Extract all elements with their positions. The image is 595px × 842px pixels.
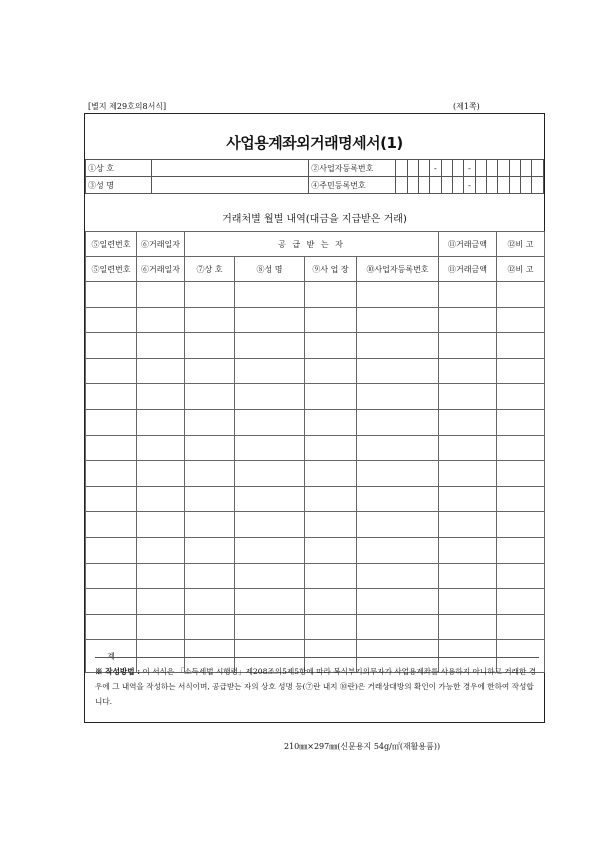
header-date: ⑥거래일자: [137, 232, 185, 257]
paper-spec: 210㎜×297㎜(신문용지 54g/㎡(재활용품)): [284, 742, 441, 751]
table-cell[interactable]: [137, 614, 185, 640]
table-cell[interactable]: [357, 461, 439, 487]
resident-box[interactable]: [396, 177, 407, 194]
table-cell[interactable]: [305, 358, 357, 384]
table-row: [86, 461, 545, 487]
table-row: [86, 512, 545, 538]
person-name-label: ③성 명: [86, 177, 152, 194]
table-cell[interactable]: [185, 409, 235, 435]
table-row: [86, 282, 545, 308]
table-cell[interactable]: [235, 614, 305, 640]
table-row: [86, 589, 545, 615]
table-cell[interactable]: [185, 537, 235, 563]
table-cell[interactable]: [305, 435, 357, 461]
table-cell[interactable]: [185, 435, 235, 461]
table-cell[interactable]: [305, 486, 357, 512]
person-name-field[interactable]: [152, 177, 309, 194]
table-cell[interactable]: [86, 512, 137, 538]
table-cell[interactable]: [185, 512, 235, 538]
resident-box[interactable]: [407, 177, 418, 194]
resident-box[interactable]: [521, 177, 532, 194]
table-cell[interactable]: [235, 384, 305, 410]
resident-box[interactable]: [509, 177, 520, 194]
table-cell[interactable]: [137, 461, 185, 487]
table-row: [86, 409, 545, 435]
resident-box[interactable]: [487, 177, 498, 194]
table-cell[interactable]: [305, 461, 357, 487]
table-cell[interactable]: [185, 563, 235, 589]
table-cell[interactable]: [357, 435, 439, 461]
regno-box[interactable]: [407, 160, 418, 177]
table-cell[interactable]: [185, 358, 235, 384]
table-row: [86, 486, 545, 512]
table-cell[interactable]: [439, 307, 497, 333]
table-cell[interactable]: [235, 358, 305, 384]
table-cell[interactable]: [305, 282, 357, 308]
regno-box[interactable]: [441, 160, 452, 177]
header-date: ⑥거래일자: [137, 257, 185, 282]
table-cell[interactable]: [185, 614, 235, 640]
table-cell[interactable]: [235, 409, 305, 435]
header-name: ⑧성 명: [235, 257, 305, 282]
table-cell[interactable]: [357, 384, 439, 410]
table-cell[interactable]: [497, 384, 545, 410]
table-cell[interactable]: [185, 461, 235, 487]
table-cell[interactable]: [86, 563, 137, 589]
table-cell[interactable]: [137, 486, 185, 512]
resident-box[interactable]: [498, 177, 509, 194]
table-cell[interactable]: [86, 435, 137, 461]
regno-dash: -: [464, 160, 475, 177]
table-row: [86, 358, 545, 384]
table-cell[interactable]: [185, 282, 235, 308]
table-cell[interactable]: [137, 333, 185, 359]
table-cell[interactable]: [235, 589, 305, 615]
table-cell[interactable]: [185, 486, 235, 512]
table-cell[interactable]: [235, 461, 305, 487]
resident-box[interactable]: [441, 177, 452, 194]
table-row: [86, 614, 545, 640]
header-amount: ⑪거래금액: [439, 232, 497, 257]
table-cell[interactable]: [137, 409, 185, 435]
table-cell[interactable]: [439, 486, 497, 512]
table-cell[interactable]: [86, 307, 137, 333]
table-cell[interactable]: [497, 307, 545, 333]
table-cell[interactable]: [86, 486, 137, 512]
regno-box[interactable]: [509, 160, 520, 177]
resident-box[interactable]: [452, 177, 463, 194]
table-cell[interactable]: [439, 333, 497, 359]
page-indicator: (제1쪽): [453, 102, 480, 111]
table-cell[interactable]: [305, 614, 357, 640]
table-row: [86, 333, 545, 359]
table-cell[interactable]: [185, 384, 235, 410]
header-company: ⑦상 호: [185, 257, 235, 282]
header-workplace: ⑨사 업 장: [305, 257, 357, 282]
regno-box[interactable]: [521, 160, 532, 177]
resident-box[interactable]: [532, 177, 544, 194]
table-cell[interactable]: [86, 409, 137, 435]
table-cell[interactable]: [235, 512, 305, 538]
table-cell[interactable]: [357, 512, 439, 538]
table-cell[interactable]: [497, 563, 545, 589]
table-cell[interactable]: [305, 512, 357, 538]
instructions-label: ※ 작성방법 :: [95, 667, 141, 676]
regno-box[interactable]: [452, 160, 463, 177]
table-cell[interactable]: [86, 282, 137, 308]
table-cell[interactable]: [497, 537, 545, 563]
table-cell[interactable]: [439, 589, 497, 615]
table-row: [86, 307, 545, 333]
table-cell[interactable]: [137, 307, 185, 333]
regno-dash: -: [430, 160, 441, 177]
table-cell[interactable]: [305, 537, 357, 563]
instructions-text: 이 서식은 「소득세법 시행령」제208조의5제5항에 따라 복식부기의무자가 사업용계좌를 사용하지 아니하고 거래한 경우에 그 내역을 작성하는 서식이며, 공급받는 자의 상호 성명 등(⑦란 내지 ⑩란)은 거래상대방의 확인이 가능한 경우에 한하여 작성합니다.: [95, 667, 537, 706]
section-subtitle: 거래처별 월별 내역(대금을 지급받은 거래): [222, 214, 407, 225]
table-cell[interactable]: [137, 589, 185, 615]
table-cell[interactable]: [86, 614, 137, 640]
table-cell[interactable]: [497, 435, 545, 461]
table-cell[interactable]: [235, 486, 305, 512]
table-cell[interactable]: [357, 563, 439, 589]
table-cell[interactable]: [305, 589, 357, 615]
table-cell[interactable]: [439, 409, 497, 435]
table-cell[interactable]: [497, 358, 545, 384]
table-cell[interactable]: [235, 563, 305, 589]
regno-box[interactable]: [532, 160, 544, 177]
table-cell[interactable]: [185, 307, 235, 333]
header-amount: ⑪거래금액: [439, 257, 497, 282]
table-cell[interactable]: [497, 461, 545, 487]
regno-box[interactable]: [498, 160, 509, 177]
table-cell[interactable]: [137, 537, 185, 563]
regno-box[interactable]: [487, 160, 498, 177]
table-cell[interactable]: [86, 589, 137, 615]
table-cell[interactable]: [137, 384, 185, 410]
resident-dash: -: [464, 177, 475, 194]
table-cell[interactable]: [497, 486, 545, 512]
table-cell[interactable]: [439, 282, 497, 308]
header-serial: ⑤일련번호: [86, 257, 137, 282]
header-remark: ⑫비 고: [497, 257, 545, 282]
table-cell[interactable]: [137, 563, 185, 589]
form-number: [별지 제29호의8서식]: [88, 102, 167, 111]
table-cell[interactable]: [357, 307, 439, 333]
table-cell[interactable]: [86, 461, 137, 487]
resident-regno-label: ④주민등록번호: [309, 177, 396, 194]
table-cell[interactable]: [497, 282, 545, 308]
table-cell[interactable]: [185, 333, 235, 359]
form-frame: [84, 113, 545, 723]
regno-box[interactable]: [418, 160, 429, 177]
table-cell[interactable]: [357, 333, 439, 359]
table-cell[interactable]: [86, 358, 137, 384]
table-cell[interactable]: [357, 282, 439, 308]
table-cell[interactable]: [185, 589, 235, 615]
table-cell[interactable]: [357, 614, 439, 640]
table-cell[interactable]: [235, 282, 305, 308]
table-row: [86, 563, 545, 589]
table-cell[interactable]: [86, 537, 137, 563]
table-cell[interactable]: [439, 537, 497, 563]
form-title: 사업용계좌외거래명세서(1): [226, 134, 403, 152]
company-name-field[interactable]: [152, 160, 309, 177]
table-cell[interactable]: [137, 512, 185, 538]
table-cell[interactable]: [357, 409, 439, 435]
table-row: [86, 537, 545, 563]
total-label: 계: [86, 640, 137, 673]
table-cell[interactable]: [305, 307, 357, 333]
table-cell[interactable]: [439, 358, 497, 384]
table-cell[interactable]: [497, 589, 545, 615]
regno-box[interactable]: [396, 160, 407, 177]
table-cell[interactable]: [357, 486, 439, 512]
table-cell[interactable]: [235, 435, 305, 461]
table-cell[interactable]: [439, 461, 497, 487]
header-remark: ⑫비 고: [497, 232, 545, 257]
table-cell[interactable]: [137, 358, 185, 384]
table-cell[interactable]: [439, 614, 497, 640]
table-cell[interactable]: [357, 589, 439, 615]
table-cell[interactable]: [497, 333, 545, 359]
header-supplier-group: 공 급 받 는 자: [185, 232, 439, 257]
table-cell[interactable]: [86, 333, 137, 359]
company-name-label: ①상 호: [86, 160, 152, 177]
table-cell[interactable]: [357, 537, 439, 563]
table-cell[interactable]: [235, 333, 305, 359]
table-cell[interactable]: [357, 358, 439, 384]
resident-box[interactable]: [475, 177, 486, 194]
table-cell[interactable]: [439, 512, 497, 538]
table-cell[interactable]: [305, 384, 357, 410]
table-cell[interactable]: [497, 512, 545, 538]
table-cell[interactable]: [305, 333, 357, 359]
instructions-note: [95, 657, 539, 709]
business-regno-label: ②사업자등록번호: [309, 160, 396, 177]
resident-box[interactable]: [430, 177, 441, 194]
table-cell[interactable]: [439, 384, 497, 410]
table-cell[interactable]: [439, 435, 497, 461]
resident-box[interactable]: [418, 177, 429, 194]
table-cell[interactable]: [497, 614, 545, 640]
table-cell[interactable]: [305, 563, 357, 589]
header-serial: ⑤일련번호: [86, 232, 137, 257]
header-regno: ⑩사업자등록번호: [357, 257, 439, 282]
taxpayer-info-table: [85, 159, 544, 194]
table-cell[interactable]: [235, 307, 305, 333]
transaction-table: [85, 231, 545, 673]
table-row: [86, 435, 545, 461]
regno-box[interactable]: [475, 160, 486, 177]
table-cell[interactable]: [235, 537, 305, 563]
table-cell[interactable]: [305, 409, 357, 435]
table-cell[interactable]: [86, 384, 137, 410]
table-cell[interactable]: [137, 282, 185, 308]
table-row: [86, 384, 545, 410]
table-cell[interactable]: [497, 409, 545, 435]
table-cell[interactable]: [439, 563, 497, 589]
table-cell[interactable]: [137, 435, 185, 461]
